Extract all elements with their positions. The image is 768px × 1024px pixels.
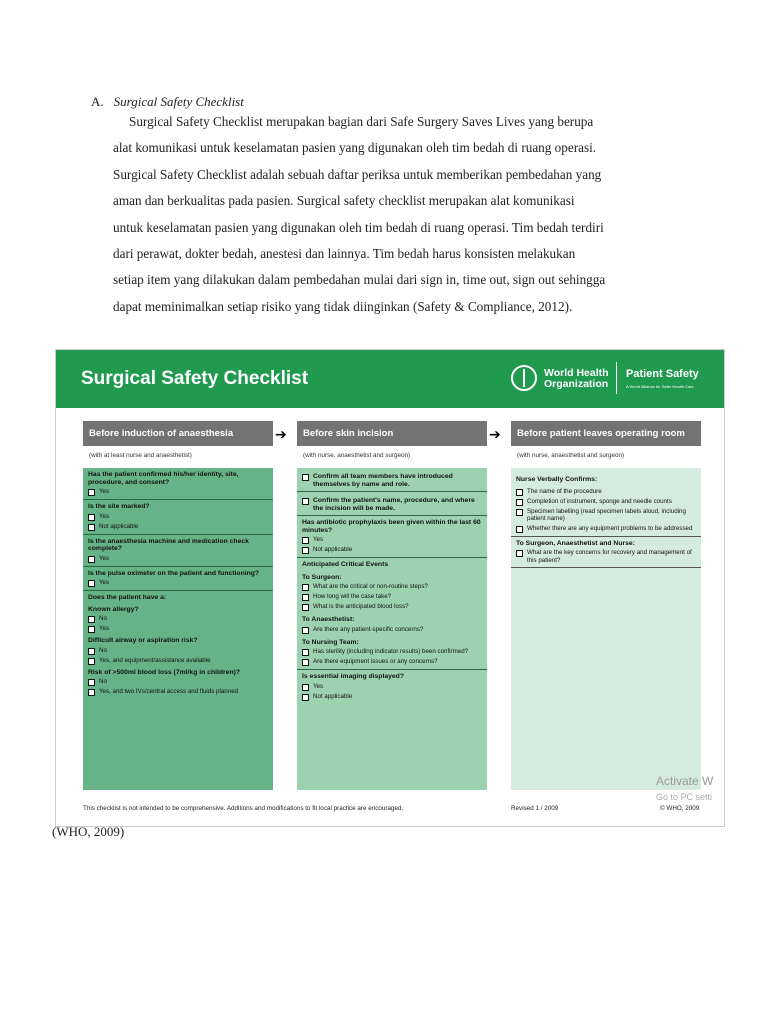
- option: Yes: [99, 579, 110, 586]
- revised-label: Revised 1 / 2009: [511, 805, 559, 812]
- column-sub-2: (with nurse, anaesthetist and surgeon): [303, 452, 411, 459]
- checkbox[interactable]: [302, 547, 309, 554]
- checkbox[interactable]: [516, 509, 523, 516]
- option: The name of the procedure: [527, 487, 602, 495]
- question: Is essential imaging displayed?: [302, 673, 404, 680]
- column-sub-3: (with nurse, anaesthetist and surgeon): [517, 452, 625, 459]
- option: How long will the case take?: [313, 593, 392, 600]
- checkbox[interactable]: [302, 659, 309, 666]
- option: No: [99, 615, 107, 622]
- checkbox[interactable]: [302, 694, 309, 701]
- arrow-right-icon: ➔: [489, 426, 501, 442]
- sub-question: To Anaesthetist:: [302, 616, 355, 623]
- option: Yes, and equipment/assistance available: [99, 656, 211, 664]
- sub-question: Known allergy?: [88, 605, 139, 613]
- checklist-row: [83, 591, 273, 699]
- checklist-row: [83, 535, 273, 567]
- activate-windows-watermark: Activate W: [656, 774, 714, 788]
- option: Specimen labelling (read specimen labels aloud, including patient name): [527, 507, 686, 522]
- paragraph-line: Surgical Safety Checklist merupakan bagian dari Safe Surgery Saves Lives yang berupa: [129, 114, 594, 129]
- question: Is the pulse oximeter on the patient and functioning?: [88, 569, 260, 577]
- sub-question: To Surgeon:: [302, 573, 342, 581]
- checkbox[interactable]: [302, 627, 309, 634]
- sub-question: To Nursing Team:: [302, 638, 359, 646]
- question: Has the patient confirmed his/her identity, site, procedure, and consent?: [88, 471, 239, 486]
- arrow-right-icon: ➔: [275, 426, 287, 442]
- option: Has sterility (including indicator results) been confirmed?: [313, 648, 469, 655]
- option: Are there any patient-specific concerns?: [313, 625, 424, 633]
- option: Yes: [313, 682, 324, 690]
- checkbox[interactable]: [302, 537, 309, 544]
- question: Is the anaesthesia machine and medication check complete?: [88, 537, 249, 552]
- checkbox[interactable]: [516, 550, 523, 557]
- checkbox[interactable]: [88, 679, 95, 686]
- sign-in-box: [83, 468, 273, 790]
- copyright-label: © WHO, 2009: [660, 805, 700, 812]
- checkbox[interactable]: [302, 684, 309, 691]
- option: Yes: [99, 625, 110, 632]
- patient-safety-sub: A World Alliance for Safer Health Care: [626, 384, 694, 389]
- who-line2: Organization: [544, 378, 609, 390]
- paragraph-line: untuk keselamatan pasien yang digunakan oleh tim bedah di ruang operasi. Tim bedah terdiri: [113, 219, 604, 235]
- checkbox[interactable]: [88, 658, 95, 665]
- option: Whether there are any equipment problems to be addressed: [527, 524, 693, 532]
- checklist-banner: [56, 350, 724, 408]
- checklist-row: [297, 670, 487, 704]
- checklist-figure: [55, 349, 725, 827]
- checklist-row: [297, 492, 487, 516]
- option: What are the key concerns for recovery and management of this patient?: [527, 549, 692, 564]
- who-globe-icon: [511, 365, 537, 391]
- checkbox[interactable]: [302, 604, 309, 611]
- footer-note: This checklist is not intended to be comprehensive. Additions and modifications to fit local practice are encouraged.: [83, 805, 404, 812]
- column-header-1: Before induction of anaesthesia: [83, 421, 273, 446]
- paragraph-line: Surgical Safety Checklist adalah sebuah daftar periksa untuk memberikan pembedahan yang: [113, 166, 602, 182]
- question: Is the site marked?: [88, 503, 150, 510]
- option: Yes, and two IVs/central access and fluids planned: [99, 688, 239, 695]
- option: Not applicable: [99, 522, 139, 530]
- who-line1: World Health: [544, 367, 609, 379]
- option: No: [99, 646, 107, 654]
- activate-windows-sub: Go to PC setti: [656, 792, 713, 802]
- checklist-row: [83, 500, 273, 535]
- section-letter: A.: [91, 94, 104, 109]
- section-header: Nurse Verbally Confirms:: [516, 476, 598, 483]
- checkbox[interactable]: [516, 499, 523, 506]
- checkbox[interactable]: [88, 626, 95, 633]
- checkbox[interactable]: [516, 489, 523, 496]
- checkbox[interactable]: [88, 556, 95, 563]
- checkbox[interactable]: [88, 616, 95, 623]
- option: Not applicable: [313, 546, 353, 553]
- column-header-3: Before patient leaves operating room: [511, 421, 701, 446]
- checkbox[interactable]: [88, 514, 95, 521]
- checklist-row: [83, 468, 273, 500]
- checkbox[interactable]: [302, 498, 309, 505]
- who-name: [544, 368, 609, 390]
- question: Has antibiotic prophylaxis been given within the last 60 minutes?: [302, 519, 481, 534]
- section-header: Anticipated Critical Events: [302, 561, 389, 568]
- checkbox[interactable]: [302, 649, 309, 656]
- patient-safety-label: Patient Safety: [626, 368, 699, 380]
- paragraph-line: aman dan berkualitas pada pasien. Surgical safety checklist merupakan alat komunikasi: [113, 193, 575, 209]
- checklist-row: [511, 537, 701, 569]
- checkbox[interactable]: [302, 474, 309, 481]
- checkbox[interactable]: [302, 584, 309, 591]
- column-sub-1: (with at least nurse and anaesthetist): [89, 452, 192, 459]
- column-header-2: Before skin incision: [297, 421, 487, 446]
- paragraph-line: dari perawat, dokter bedah, anestesi dan lainnya. Tim bedah harus konsisten melakukan: [113, 246, 576, 262]
- checklist-row: [83, 567, 273, 592]
- option: What are the critical or non-routine steps?: [313, 583, 428, 590]
- checklist-row: [511, 468, 701, 537]
- option: Not applicable: [313, 692, 353, 700]
- option: Confirm the patient's name, procedure, and where the incision will be made.: [313, 497, 475, 512]
- option: Yes: [99, 488, 110, 495]
- sub-question: Difficult airway or aspiration risk?: [88, 637, 198, 644]
- banner-divider: [616, 362, 617, 394]
- checkbox[interactable]: [88, 580, 95, 587]
- checkbox[interactable]: [88, 689, 95, 696]
- checklist-row: [297, 468, 487, 492]
- option: Completion of instrument, sponge and needle counts: [527, 497, 672, 505]
- section-title: Surgical Safety Checklist: [113, 94, 244, 109]
- option: Yes: [313, 536, 324, 543]
- option: Yes: [99, 554, 110, 562]
- sign-out-box: [511, 468, 701, 790]
- checklist-row: [297, 558, 487, 670]
- section-heading: [91, 94, 244, 110]
- checkbox[interactable]: [88, 648, 95, 655]
- section-header: To Surgeon, Anaesthetist and Nurse:: [516, 539, 635, 547]
- question: Does the patient have a:: [88, 594, 167, 601]
- sub-question: Risk of >500ml blood loss (7ml/kg in children)?: [88, 668, 241, 676]
- body-paragraph: [113, 109, 677, 320]
- figure-caption: (WHO, 2009): [52, 824, 125, 839]
- option: No: [99, 678, 107, 685]
- option: What is the anticipated blood loss?: [313, 603, 409, 610]
- checkbox[interactable]: [88, 524, 95, 531]
- paragraph-line: dapat meminimalkan setiap risiko yang tidak diinginkan (Safety & Compliance, 2012).: [113, 298, 573, 314]
- option: Are there equipment issues or any concerns?: [313, 658, 438, 665]
- time-out-box: [297, 468, 487, 790]
- checkbox[interactable]: [88, 489, 95, 496]
- checkbox[interactable]: [516, 526, 523, 533]
- paragraph-line: alat komunikasi untuk keselamatan pasien yang digunakan oleh tim bedah di ruang operasi.: [113, 140, 597, 156]
- checklist-row: [297, 516, 487, 558]
- option: Confirm all team members have introduced themselves by name and role.: [313, 473, 453, 488]
- option: Yes: [99, 512, 110, 520]
- checkbox[interactable]: [302, 594, 309, 601]
- paragraph-line: setiap item yang dilakukan dalam pembedahan mulai dari sign in, time out, sign out sehingga: [113, 272, 606, 288]
- checklist-title: Surgical Safety Checklist: [81, 368, 309, 389]
